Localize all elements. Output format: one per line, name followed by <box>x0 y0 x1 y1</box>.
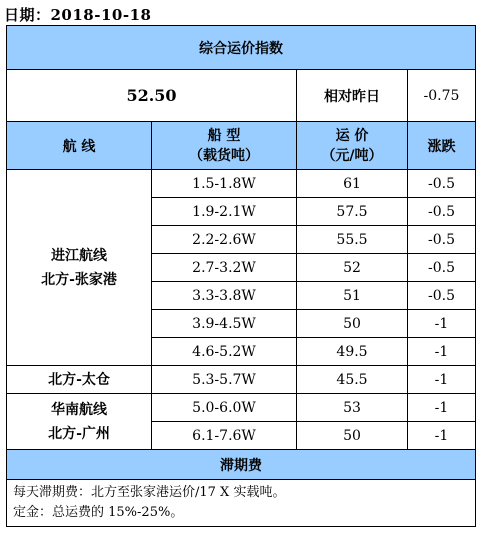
header-change: 涨跌 <box>408 122 476 170</box>
price-cell: 49.5 <box>297 338 408 366</box>
note-line: 定金：总运费的 15%-25%。 <box>13 505 184 520</box>
change-cell: -1 <box>408 310 476 338</box>
ship-type-cell: 2.7-3.2W <box>152 254 297 282</box>
ship-type-cell: 3.3-3.8W <box>152 282 297 310</box>
ship-type-cell: 1.5-1.8W <box>152 170 297 198</box>
ship-type-cell: 6.1-7.6W <box>152 422 297 450</box>
table-row <box>7 394 476 422</box>
change-cell: -1 <box>408 422 476 450</box>
route-cell <box>7 366 152 394</box>
price-cell: 55.5 <box>297 226 408 254</box>
ship-type-cell: 1.9-2.1W <box>152 198 297 226</box>
change-cell: -1 <box>408 366 476 394</box>
route-cell <box>7 170 152 366</box>
index-value: 52.50 <box>7 70 297 122</box>
route-line2: 北方-广州 <box>48 425 110 442</box>
price-cell: 61 <box>297 170 408 198</box>
change-cell: -0.5 <box>408 282 476 310</box>
column-header-row <box>7 122 476 170</box>
date-label: 日期：2018-10-18 <box>4 6 152 24</box>
header-ship <box>152 122 297 170</box>
ship-type-cell: 4.6-5.2W <box>152 338 297 366</box>
ship-type-cell: 3.9-4.5W <box>152 310 297 338</box>
route-line2: 北方-张家港 <box>41 271 117 288</box>
ship-type-cell: 5.3-5.7W <box>152 366 297 394</box>
change-cell: -0.5 <box>408 170 476 198</box>
notes-cell <box>7 480 476 527</box>
table-title: 综合运价指数 <box>7 26 476 70</box>
table-row <box>7 366 476 394</box>
header-route: 航 线 <box>7 122 152 170</box>
change-cell: -1 <box>408 338 476 366</box>
ship-type-cell: 2.2-2.6W <box>152 226 297 254</box>
price-cell: 57.5 <box>297 198 408 226</box>
table-row <box>7 170 476 198</box>
header-ship-line1: 船 型 <box>207 127 241 144</box>
route-cell <box>7 394 152 450</box>
header-price-line1: 运 价 <box>335 127 369 144</box>
price-cell: 53 <box>297 394 408 422</box>
price-cell: 52 <box>297 254 408 282</box>
route-line1: 进江航线 <box>51 247 107 264</box>
freight-index-table <box>6 25 476 527</box>
change-cell: -0.5 <box>408 254 476 282</box>
route-line1: 北方-太仓 <box>48 371 110 388</box>
note-line: 每天滞期费：北方至张家港运价/17 X 实载吨。 <box>13 485 286 500</box>
ship-type-cell: 5.0-6.0W <box>152 394 297 422</box>
header-ship-line2: （载货吨） <box>189 147 259 164</box>
compare-label: 相对昨日 <box>297 70 408 122</box>
demurrage-title: 滞期费 <box>7 450 476 480</box>
price-cell: 51 <box>297 282 408 310</box>
change-value: -0.75 <box>408 70 476 122</box>
price-cell: 50 <box>297 422 408 450</box>
change-cell: -0.5 <box>408 198 476 226</box>
route-line1: 华南航线 <box>51 401 107 418</box>
header-price-line2: （元/吨） <box>321 147 383 164</box>
price-cell: 45.5 <box>297 366 408 394</box>
change-cell: -1 <box>408 394 476 422</box>
header-price <box>297 122 408 170</box>
change-cell: -0.5 <box>408 226 476 254</box>
price-cell: 50 <box>297 310 408 338</box>
